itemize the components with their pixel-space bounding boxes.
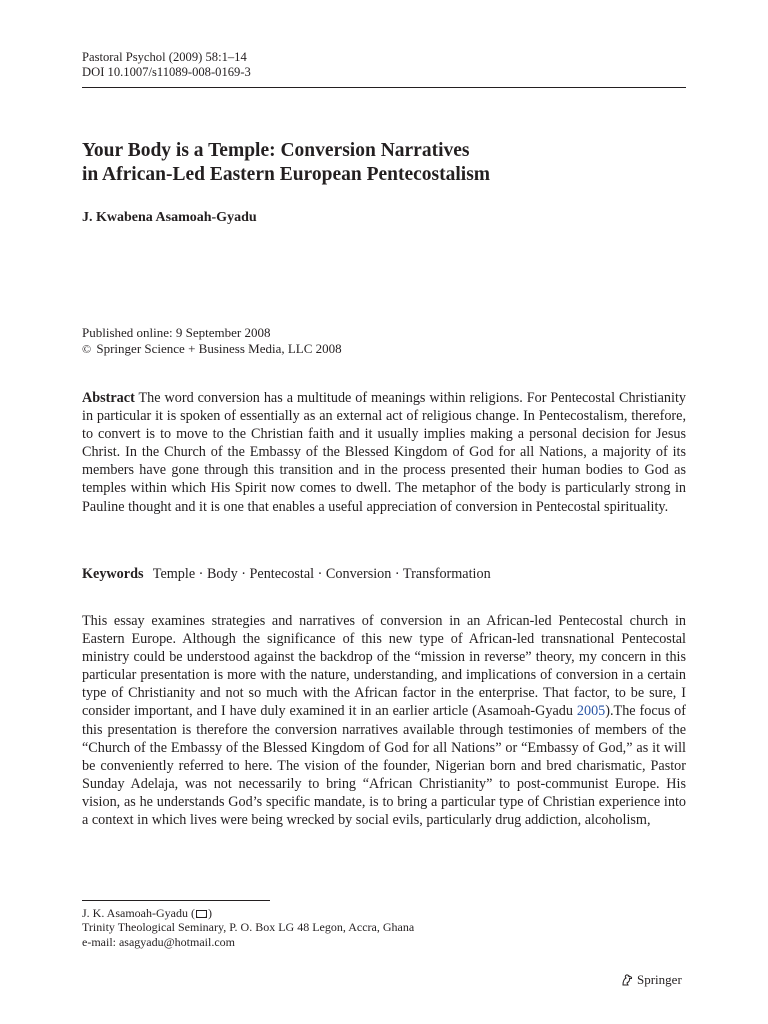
journal-header — [82, 50, 251, 80]
footnote-email[interactable]: e-mail: asagyadu@hotmail.com — [82, 934, 236, 949]
copyright-icon: © — [82, 342, 92, 356]
footnote-author-line — [82, 906, 414, 920]
footnote-rule — [82, 900, 270, 901]
body-paragraph — [82, 612, 686, 829]
keywords-text: Temple · Body · Pentecostal · Conversion · Transformation — [152, 566, 491, 582]
title-line-2: in African-Led Eastern European Pentecostalism — [82, 164, 491, 185]
abstract-label: Abstract — [82, 390, 135, 406]
published-date: Published online: 9 September 2008 — [82, 325, 271, 340]
footnote-affiliation: Trinity Theological Seminary, P. O. Box LG 48 Legon, Accra, Ghana — [82, 920, 415, 935]
keywords-label: Keywords — [82, 566, 144, 582]
publisher-logo — [620, 972, 682, 988]
title-line-1: Your Body is a Temple: Conversion Narratives — [82, 140, 470, 161]
copyright-line — [82, 341, 342, 357]
publisher-name: Springer — [637, 972, 682, 987]
footnote-author: J. K. Asamoah-Gyadu ( — [82, 906, 195, 920]
springer-horse-icon — [620, 973, 634, 987]
author-footnote — [82, 906, 414, 949]
abstract — [82, 389, 686, 516]
header-rule — [82, 87, 686, 88]
author-name: J. Kwabena Asamoah-Gyadu — [82, 210, 257, 225]
body-text-2: ).The focus of this presentation is therefore the conversion narratives available through testimonies of members of the “Church of the Embassy of the Blessed Kingdom of God for all Nations” or “Embassy of God,” as it will be conveniently referred to here. The vision of the founder, Nigerian born and bred charismatic, Pastor Sunday Adelaja, was not necessarily to bring “African Christianity” to post-communist Europe. His vision, as he understands God’s specific mandate, is to bring a particular type of Christian experience into a context in which lives were being wrecked by social evils, particularly drug addiction, alcoholism, — [82, 703, 686, 829]
envelope-icon[interactable] — [196, 910, 207, 918]
keywords — [82, 565, 686, 583]
article-title — [82, 139, 490, 187]
abstract-text: The word conversion has a multitude of meanings within religions. For Pentecostal Christianity in particular it is spoken of essentially as an external act of religious change. In Pentecostalism, therefore, to convert is to move to the Christian faith and it usually implies making a personal decision for Jesus Christ. In the Church of the Embassy of the Blessed Kingdom of God for all Nations, a majority of its members have gone through this transition and in the process presented their human bodies to God as temples within which His Spirit now comes to dwell. The metaphor of the body is particularly strong in Pauline thought and it is one that enables a useful appreciation of conversion in Pentecostal spirituality. — [82, 390, 686, 515]
publication-info — [82, 325, 342, 357]
copyright-text: Springer Science + Business Media, LLC 2008 — [96, 341, 342, 356]
body-text-1: This essay examines strategies and narratives of conversion in an African-led Pentecostal church in Eastern Europe. Although the significance of this new type of African-led transnational Pentecostal ministry could be understood against the backdrop of the “mission in reverse” theory, my concern in this particular presentation is more with the nature, understanding, and implications of conversion in a certain type of Christianity and not so much with the African factor in the enterprise. That factor, to be sure, I consider important, and I have duly examined it in an earlier article (Asamoah-Gyadu — [82, 613, 686, 720]
citation-link[interactable]: 2005 — [576, 703, 606, 720]
journal-citation: Pastoral Psychol (2009) 58:1–14 — [82, 50, 247, 64]
doi: DOI 10.1007/s11089-008-0169-3 — [82, 65, 251, 79]
footnote-author-close: ) — [207, 906, 212, 920]
